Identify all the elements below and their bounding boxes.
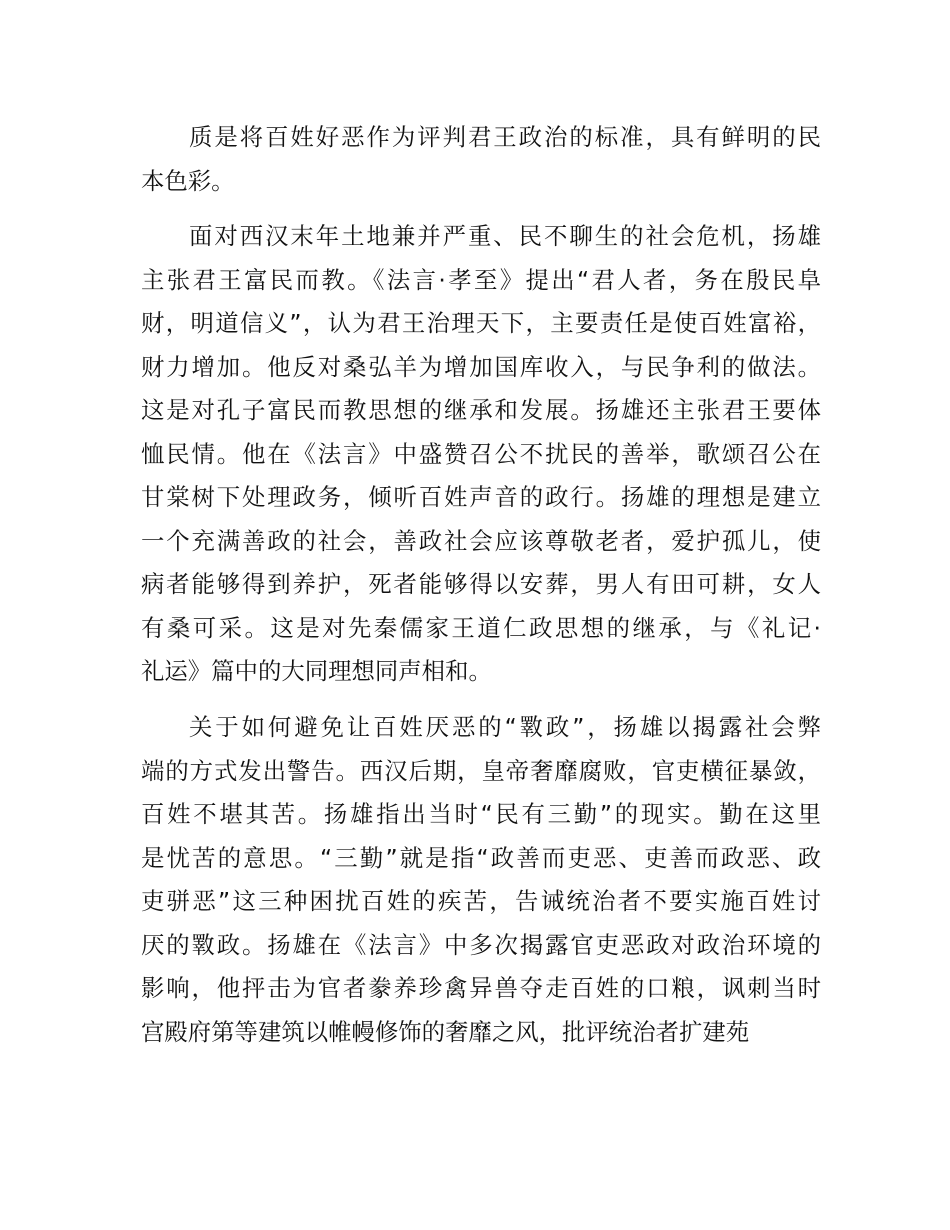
text-line: 宫殿府第等建筑以帷幔修饰的奢靡之风，批评统治者扩建苑 xyxy=(141,1017,750,1046)
text-line: 礼运》篇中的大同理想同声相和。 xyxy=(141,657,492,685)
text-line: 有桑可采。这是对先秦儒家王道仁政思想的继承，与《礼记· xyxy=(141,613,821,642)
text-line: 恤民情。他在《法言》中盛赞召公不扰民的善举，歌颂召公在 xyxy=(141,439,821,468)
text-line: 端的方式发出警告。西汉后期，皇帝奢靡腐败，官吏横征暴敛， xyxy=(141,756,821,785)
text-line: 百姓不堪其苦。扬雄指出当时“民有三勤”的现实。勤在这里 xyxy=(141,800,821,828)
text-line: 厌的斁政。扬雄在《法言》中多次揭露官吏恶政对政治环境的 xyxy=(141,930,821,959)
text-line: 财力增加。他反对桑弘羊为增加国库收入，与民争利的做法。 xyxy=(141,352,821,381)
text-line: 是忧苦的意思。“三勤”就是指“政善而吏恶、吏善而政恶、政 xyxy=(141,843,821,872)
text-line: 质是将百姓好恶作为评判君王政治的标准，具有鲜明的民 xyxy=(189,123,821,151)
text-line: 病者能够得到养护，死者能够得以安葬，男人有田可耕，女人 xyxy=(141,570,821,598)
paragraph-1 xyxy=(141,116,821,203)
text-line: 本色彩。 xyxy=(141,166,235,195)
text-line: 影响，他抨击为官者豢养珍禽异兽夺走百姓的口粮，讽刺当时 xyxy=(141,974,821,1002)
paragraph-3 xyxy=(141,706,821,1054)
text-line: 面对西汉末年土地兼并严重、民不聊生的社会危机，扬雄 xyxy=(189,222,821,250)
text-line: 主张君王富民而教。《法言·孝至》提出“君人者，务在殷民阜 xyxy=(141,265,821,294)
text-line: 吏骈恶”这三种困扰百姓的疾苦，告诫统治者不要实施百姓讨 xyxy=(141,887,821,915)
text-line: 财，明道信义”，认为君王治理天下，主要责任是使百姓富裕， xyxy=(141,309,821,337)
paragraph-2 xyxy=(141,215,821,694)
text-line: 这是对孔子富民而教思想的继承和发展。扬雄还主张君王要体 xyxy=(141,396,821,424)
text-line: 一个充满善政的社会，善政社会应该尊敬老者，爱护孤儿，使 xyxy=(141,526,821,555)
text-line: 关于如何避免让百姓厌恶的“斁政”，扬雄以揭露社会弊 xyxy=(189,713,821,741)
text-line: 甘棠树下处理政务，倾听百姓声音的政行。扬雄的理想是建立 xyxy=(141,483,821,511)
